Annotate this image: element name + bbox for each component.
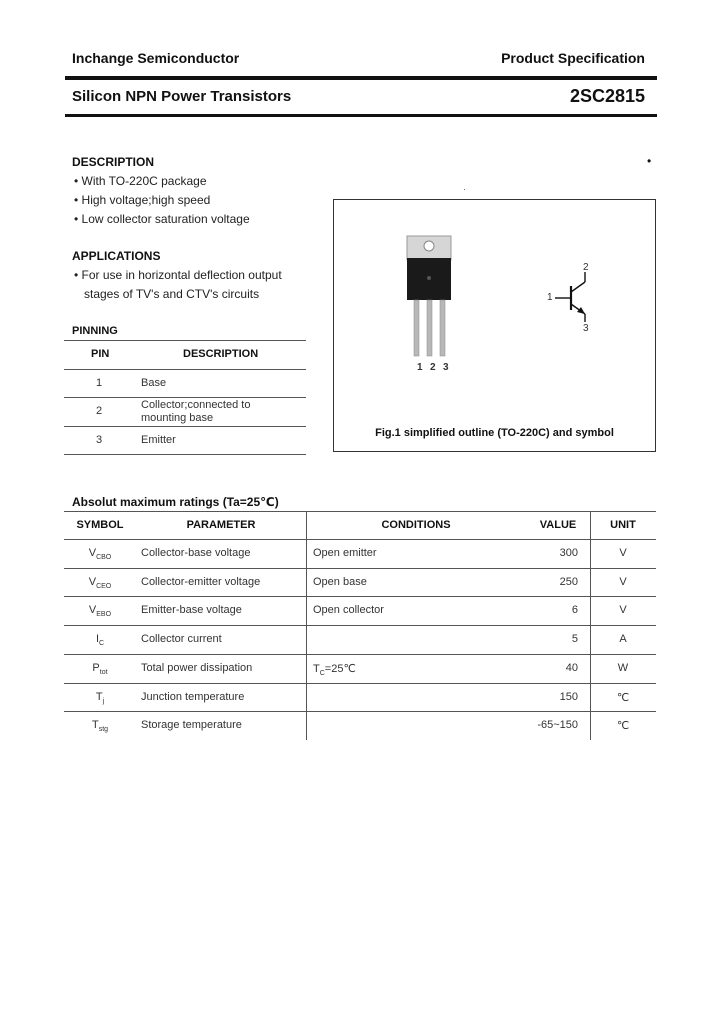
rating-unit: A (619, 633, 627, 645)
symbol-emitter-arrow (577, 307, 585, 314)
ratings-row-rule (64, 711, 656, 712)
ratings-header-conditions: CONDITIONS (381, 519, 451, 531)
ratings-row-rule (64, 568, 656, 569)
rating-unit: V (619, 547, 627, 559)
pinning-rule (64, 454, 306, 455)
rating-parameter: Total power dissipation (141, 662, 253, 674)
document-type: Product Specification (501, 50, 645, 66)
rating-condition: $T_C=25℃$ (313, 663, 356, 678)
description-bullet: • High voltage;high speed (74, 193, 211, 207)
package-lead-3 (440, 300, 445, 356)
package-pin-label: 1 (417, 362, 423, 373)
description-bullet: • Low collector saturation voltage (74, 212, 250, 226)
rating-symbol-subscript: tot (99, 669, 108, 677)
package-lead-2 (427, 300, 432, 356)
symbol-label-collector: 2 (583, 262, 589, 273)
rating-unit: ℃ (616, 692, 630, 704)
ratings-header-value: VALUE (539, 519, 577, 531)
package-mounting-hole (424, 241, 434, 251)
rating-symbol-subscript: j (102, 698, 105, 706)
rating-parameter: Emitter-base voltage (141, 604, 242, 616)
ratings-header-unit: UNIT (610, 519, 636, 531)
figure-caption: Fig.1 simplified outline (TO-220C) and symbol (375, 427, 614, 439)
pinning-rule (64, 397, 306, 398)
rating-symbol: $T_{stg}$ (91, 719, 109, 734)
rating-symbol: $I_C$ (95, 633, 105, 648)
rating-condition: Open emitter (313, 547, 377, 559)
rating-value: 250 (559, 576, 578, 588)
ratings-rule (64, 511, 656, 512)
pinning-heading: PINNING (72, 325, 118, 337)
rating-unit: W (617, 662, 629, 674)
rating-condition-subscript: C (319, 670, 325, 678)
stray-mark: · (463, 185, 466, 194)
rating-symbol-subscript: EBO (96, 611, 112, 619)
package-pin-label: 3 (443, 362, 449, 373)
pinning-rule (64, 340, 306, 341)
rating-unit: V (619, 604, 627, 616)
symbol-label-base: 1 (547, 292, 553, 303)
applications-line: stages of TV's and CTV's circuits (84, 287, 260, 301)
header-rule (65, 76, 657, 80)
ratings-heading: Absolut maximum ratings (Ta=25℃) (72, 495, 279, 509)
symbol-collector-line (571, 282, 585, 292)
rating-value: -65~150 (537, 719, 578, 731)
pin-description: Emitter (141, 434, 176, 446)
title-rule (65, 114, 657, 117)
ratings-header-parameter: PARAMETER (186, 519, 256, 531)
pinning-header-description: DESCRIPTION (183, 348, 259, 360)
rating-symbol-subscript: C (99, 640, 105, 648)
ratings-row-rule (64, 683, 656, 684)
rating-parameter: Junction temperature (141, 691, 245, 703)
pin-description: Base (141, 377, 167, 389)
part-number: 2SC2815 (569, 86, 645, 106)
rating-unit: V (619, 576, 627, 588)
rating-symbol: $V_{CBO}$ (88, 547, 112, 562)
rating-value: 40 (565, 662, 578, 674)
rating-parameter: Collector current (141, 633, 222, 645)
rating-symbol: $V_{EBO}$ (88, 604, 112, 619)
ratings-row-rule (64, 625, 656, 626)
rating-symbol: $T_j$ (95, 691, 105, 706)
rating-value: 300 (559, 547, 578, 559)
symbol-label-emitter: 3 (583, 323, 589, 334)
rating-parameter: Collector-base voltage (141, 547, 251, 559)
ratings-row-rule (64, 539, 656, 540)
npn-transistor-symbol (555, 272, 605, 322)
rating-value: 5 (571, 633, 578, 645)
package-mark (427, 276, 431, 280)
stray-dot: • (647, 154, 652, 168)
to220-package-image (395, 232, 465, 372)
rating-symbol-subscript: CEO (96, 583, 112, 591)
rating-symbol: $P_{tot}$ (92, 662, 108, 677)
rating-condition: Open base (313, 576, 367, 588)
figure-box (333, 199, 656, 452)
description-bullet: • With TO-220C package (74, 174, 207, 188)
pin-description-cont: mounting base (141, 412, 214, 424)
pin-number: 3 (96, 434, 103, 446)
package-pin-label: 2 (430, 362, 436, 373)
ratings-header-symbol: SYMBOL (76, 519, 124, 531)
rating-unit: ℃ (616, 720, 630, 732)
applications-line: • For use in horizontal deflection output (74, 268, 282, 282)
pin-number: 2 (96, 405, 103, 417)
product-line: Silicon NPN Power Transistors (72, 88, 292, 105)
pinning-rule (64, 426, 306, 427)
rating-symbol-subscript: CBO (96, 554, 112, 562)
pinning-header-pin: PIN (91, 348, 110, 360)
rating-value: 150 (559, 691, 578, 703)
rating-symbol: $V_{CEO}$ (88, 576, 112, 591)
company-name: Inchange Semiconductor (72, 50, 240, 66)
pin-number: 1 (96, 377, 103, 389)
applications-heading: APPLICATIONS (72, 249, 161, 263)
pin-description: Collector;connected to (141, 399, 251, 411)
rating-symbol-subscript: stg (98, 726, 109, 734)
rating-parameter: Storage temperature (141, 719, 242, 731)
description-heading: DESCRIPTION (72, 155, 155, 169)
pinning-rule (64, 369, 306, 370)
ratings-row-rule (64, 654, 656, 655)
ratings-row-rule (64, 596, 656, 597)
package-lead-1 (414, 300, 419, 356)
rating-parameter: Collector-emitter voltage (141, 576, 261, 588)
rating-value: 6 (571, 604, 578, 616)
rating-condition: Open collector (313, 604, 384, 616)
